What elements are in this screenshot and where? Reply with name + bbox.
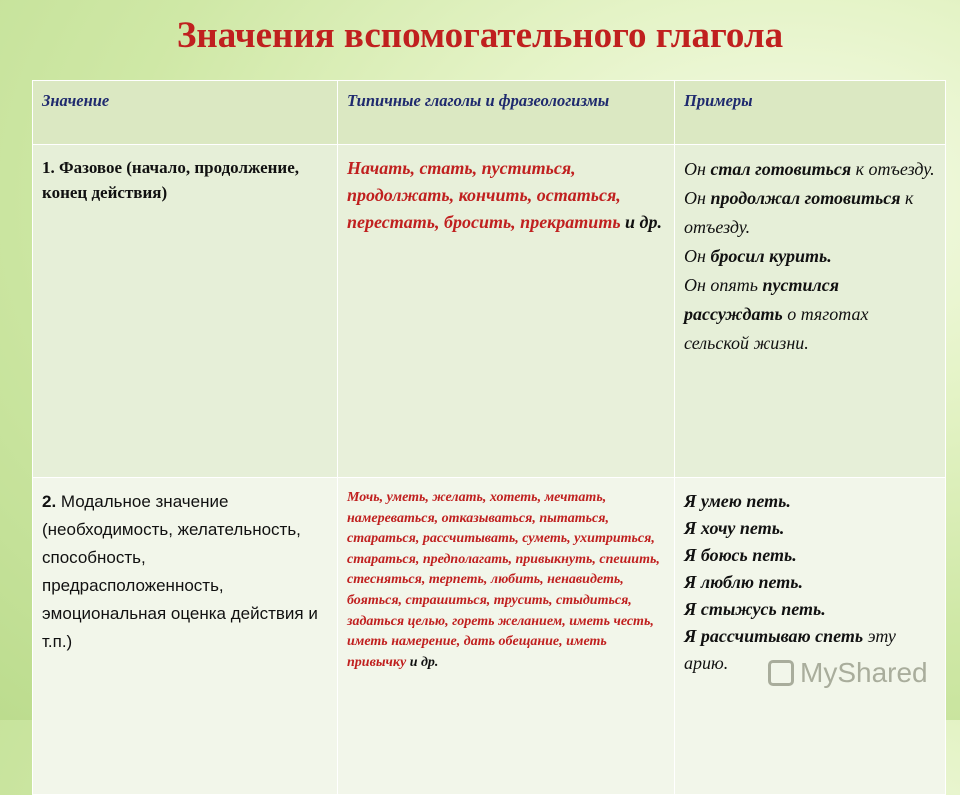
row2-example-segment: эту арию.	[684, 626, 896, 673]
table-row	[33, 145, 946, 478]
watermark-logo-icon	[768, 660, 794, 686]
row2-example-line	[684, 569, 936, 596]
row2-verbs-tail: и др.	[406, 654, 439, 670]
row2-example-line	[684, 596, 936, 623]
row2-example-line	[684, 488, 936, 515]
row2-verbs-list: Мочь, уметь, желать, хотеть, мечтать, намереваться, отказываться, пытаться, стараться, рассчитывать, суметь, ухитриться, стараться, предполагать, привыкнуть, спешить, стесняться, терпеть, любить, ненавидеть, бояться, страшиться, трусить, стыдиться, задаться целью, гореть желанием, иметь честь, иметь намерение, дать обещание, иметь привычку	[347, 490, 660, 670]
row1-example-segment: продолжал готовиться	[710, 188, 901, 208]
row2-verbs	[338, 478, 675, 795]
row1-verbs-tail: и др.	[620, 212, 662, 232]
row1-example-segment: о тяготах сельской жизни.	[684, 304, 869, 353]
row2-meaning	[33, 478, 338, 795]
row2-meaning-number: 2.	[42, 492, 57, 511]
row1-example-segment: пустился рассуждать	[684, 275, 839, 324]
row2-example-line	[684, 515, 936, 542]
row2-example-segment: Я стыжусь петь.	[684, 599, 826, 619]
header-verbs: Типичные глаголы и фразеологизмы	[338, 81, 675, 145]
table-header-row	[33, 81, 946, 145]
page-title: Значения вспомогательного глагола	[176, 15, 784, 56]
row2-example-line	[684, 542, 936, 569]
row1-example-segment: стал готовиться	[710, 159, 852, 179]
row2-meaning-text: Модальное значение (необходимость, желательность, способность, предрасположенность, эмоциональная оценка действия и т.п.)	[42, 492, 318, 651]
row1-example-line	[684, 242, 936, 271]
row1-example-segment: к отъезду.	[684, 188, 914, 237]
row1-example-segment: Он	[684, 159, 711, 179]
row2-examples	[675, 478, 946, 795]
row1-meaning: 1. Фазовое (начало, продолжение, конец действия)	[33, 145, 338, 478]
row1-examples	[675, 145, 946, 478]
watermark	[768, 657, 928, 689]
row1-verbs	[338, 145, 675, 478]
row1-example-segment: Он опять	[684, 275, 763, 295]
row2-example-segment: Я боюсь петь.	[684, 545, 797, 565]
header-meaning: Значение	[33, 81, 338, 145]
row1-example-line	[684, 184, 936, 242]
row1-verbs-list: Начать, стать, пуститься, продолжать, кончить, остаться, перестать, бросить, прекратить	[347, 158, 621, 232]
row1-example-line	[684, 271, 936, 358]
row1-example-line	[684, 155, 936, 184]
row1-example-segment: к отъезду.	[851, 159, 935, 179]
header-examples: Примеры	[675, 81, 946, 145]
row1-example-segment: бросил курить.	[710, 246, 832, 266]
row1-example-segment: Он	[684, 246, 711, 266]
row2-example-segment: Я люблю петь.	[684, 572, 803, 592]
row1-example-segment: Он	[684, 188, 711, 208]
row2-example-segment: Я хочу петь.	[684, 518, 785, 538]
watermark-text: MyShared	[800, 657, 928, 688]
row2-example-segment: Я умею петь.	[684, 491, 791, 511]
row2-example-segment: Я рассчитываю спеть	[684, 626, 864, 646]
table-row	[33, 478, 946, 795]
